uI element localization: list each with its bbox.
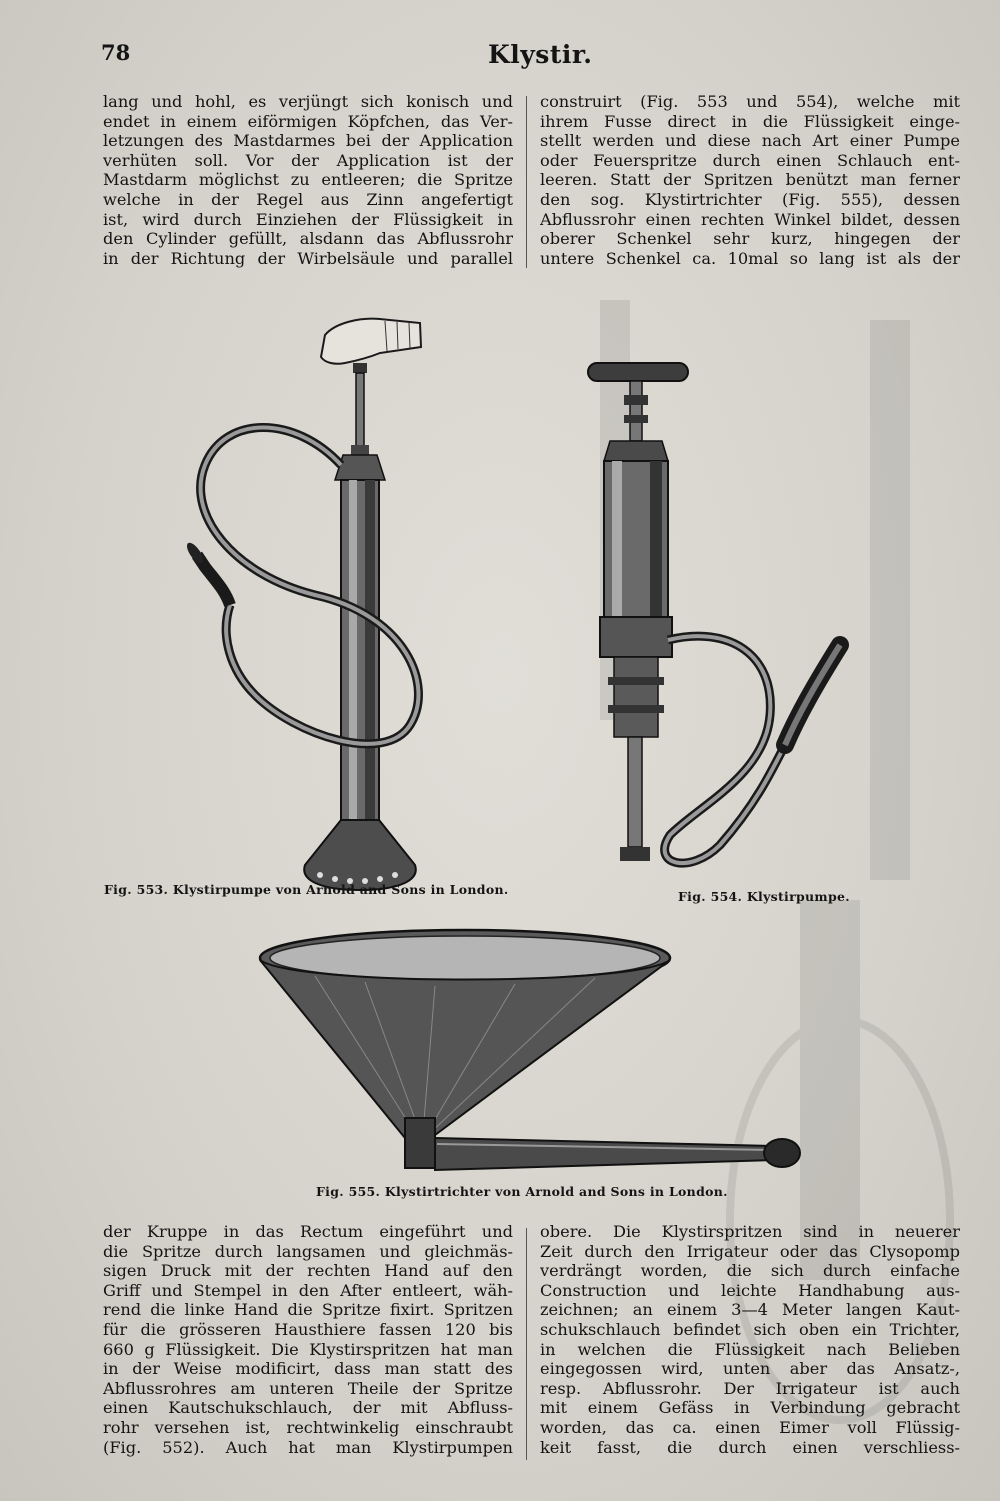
- text-column-bottom-right: [540, 1222, 960, 1457]
- text-line: ihrem Fusse direct in die Flüssigkeit einge-: [540, 111, 960, 131]
- running-head: Klystir.: [488, 40, 593, 69]
- text-line: Mastdarm möglichst zu entleeren; die Spritze: [103, 170, 513, 190]
- text-line: rohr versehen ist, rechtwinkelig einschraubt: [103, 1417, 513, 1437]
- column-rule: [526, 96, 527, 268]
- text-line: oberer Schenkel sehr kurz, hingegen der: [540, 229, 960, 249]
- text-line: verhüten soll. Vor der Application ist der: [103, 150, 513, 170]
- text-line: keit fasst, die durch einen verschliess-: [540, 1437, 960, 1457]
- column-rule: [526, 1228, 527, 1460]
- text-column-top-right: [540, 92, 960, 268]
- figure-554-illustration: [580, 355, 880, 885]
- figure-555-caption: Fig. 555. Klystirtrichter von Arnold and Sons in London.: [316, 1184, 728, 1199]
- text-line: resp. Abflussrohr. Der Irrigateur ist auch: [540, 1378, 960, 1398]
- text-line: mit einem Gefäss in Verbindung gebracht: [540, 1398, 960, 1418]
- figure-553-illustration: [175, 305, 475, 895]
- figure-555-illustration: [255, 928, 805, 1178]
- text-line: verdrängt worden, die sich durch einfache: [540, 1261, 960, 1281]
- text-line: schukschlauch befindet sich oben ein Trichter,: [540, 1319, 960, 1339]
- text-line: zeichnen; an einem 3—4 Meter langen Kaut-: [540, 1300, 960, 1320]
- text-line: leeren. Statt der Spritzen benützt man ferner: [540, 170, 960, 190]
- text-line: stellt werden und diese nach Art einer Pumpe: [540, 131, 960, 151]
- text-line: welche in der Regel aus Zinn angefertigt: [103, 189, 513, 209]
- text-line: lang und hohl, es verjüngt sich konisch und: [103, 92, 513, 111]
- text-column-bottom-left: [103, 1222, 513, 1457]
- text-line: für die grösseren Hausthiere fassen 120 bis: [103, 1319, 513, 1339]
- text-line: letzungen des Mastdarmes bei der Application: [103, 131, 513, 151]
- page-number: 78: [101, 40, 131, 65]
- text-line: 660 g Flüssigkeit. Die Klystirspritzen hat man: [103, 1339, 513, 1359]
- text-line: rend die linke Hand die Spritze fixirt. Spritzen: [103, 1300, 513, 1320]
- text-line: den sog. Klystirtrichter (Fig. 555), dessen: [540, 189, 960, 209]
- text-line: endet in einem eiförmigen Köpfchen, das Ver-: [103, 111, 513, 131]
- text-line: worden, das ca. einen Eimer voll Flüssig-: [540, 1417, 960, 1437]
- text-line: (Fig. 552). Auch hat man Klystirpumpen: [103, 1437, 513, 1457]
- text-line: Abflussrohres am unteren Theile der Spritze: [103, 1378, 513, 1398]
- text-line: Abflussrohr einen rechten Winkel bildet, dessen: [540, 209, 960, 229]
- text-line: die Spritze durch langsamen und gleichmäs-: [103, 1241, 513, 1261]
- text-line: oder Feuerspritze durch einen Schlauch ent-: [540, 150, 960, 170]
- text-line: construirt (Fig. 553 und 554), welche mit: [540, 92, 960, 111]
- text-line: in der Richtung der Wirbelsäule und parallel: [103, 248, 513, 268]
- text-line: Zeit durch den Irrigateur oder das Clysopomp: [540, 1241, 960, 1261]
- text-line: untere Schenkel ca. 10mal so lang ist als der: [540, 248, 960, 268]
- text-line: ist, wird durch Einziehen der Flüssigkeit in: [103, 209, 513, 229]
- text-line: in welchen die Flüssigkeit nach Belieben: [540, 1339, 960, 1359]
- text-line: sigen Druck mit der rechten Hand auf den: [103, 1261, 513, 1281]
- figure-554-caption: Fig. 554. Klystirpumpe.: [678, 889, 850, 904]
- text-line: Construction und leichte Handhabung aus-: [540, 1280, 960, 1300]
- text-column-top-left: [103, 92, 513, 268]
- text-line: den Cylinder gefüllt, alsdann das Abflussrohr: [103, 229, 513, 249]
- text-line: obere. Die Klystirspritzen sind in neuerer: [540, 1222, 960, 1241]
- text-line: einen Kautschukschlauch, der mit Abfluss-: [103, 1398, 513, 1418]
- text-line: in der Weise modificirt, dass man statt des: [103, 1359, 513, 1379]
- text-line: eingegossen wird, unten aber das Ansatz-,: [540, 1359, 960, 1379]
- text-line: der Kruppe in das Rectum eingeführt und: [103, 1222, 513, 1241]
- figure-553-caption: Fig. 553. Klystirpumpe von Arnold and Sons in London.: [104, 882, 509, 897]
- text-line: Griff und Stempel in den After entleert, wäh-: [103, 1280, 513, 1300]
